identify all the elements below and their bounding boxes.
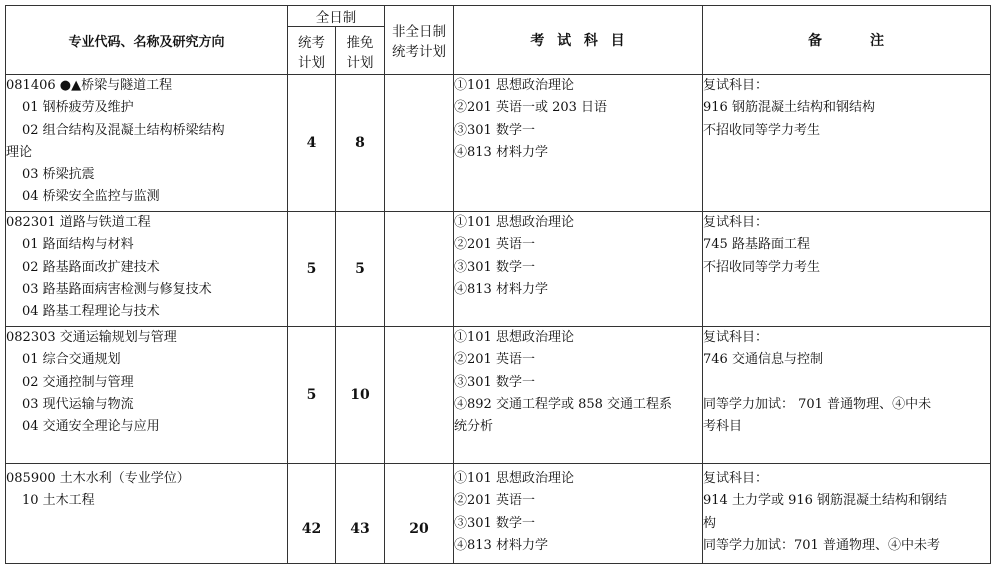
subject-item: ①101 思想政治理论 [454, 471, 574, 486]
notes-cell [703, 327, 991, 464]
table-row [6, 75, 991, 212]
note-item: 不招收同等学力考生 [703, 259, 821, 275]
direction-item: 02 组合结构及混凝土结构桥梁结构 [22, 122, 225, 138]
exempt-plan-value: 5 [336, 212, 385, 327]
direction-item: 03 现代运输与物流 [22, 396, 134, 412]
note-item: 不招收同等学力考生 [703, 122, 821, 138]
direction-item: 01 路面结构与材料 [22, 237, 134, 253]
program-cell [6, 464, 288, 564]
program-cell [6, 75, 288, 212]
parttime-plan-value [385, 327, 454, 464]
table-row [6, 464, 991, 564]
program-cell [6, 327, 288, 464]
direction-item: 01 钢桥疲劳及维护 [22, 100, 134, 116]
exempt-plan-value: 10 [336, 327, 385, 464]
note-item: 复试科目： [703, 78, 769, 93]
direction-item: 02 路基路面改扩建技术 [22, 259, 160, 275]
program-code-name: 082301 道路与铁道工程 [6, 215, 151, 230]
subject-item: 统分析 [454, 419, 494, 435]
subjects-cell [454, 464, 703, 564]
note-item: 复试科目： [703, 330, 769, 345]
notes-cell [703, 464, 991, 564]
header-subjects: 考 试 科 目 [454, 6, 703, 75]
parttime-plan-value [385, 212, 454, 327]
subject-item: ②201 英语一 [454, 352, 535, 368]
exempt-plan-value: 43 [336, 464, 385, 564]
note-item: 914 土力学或 916 钢筋混凝土结构和钢结 [703, 493, 948, 509]
notes-cell [703, 212, 991, 327]
subject-item: ③301 数学一 [454, 122, 535, 138]
subject-item: ③301 数学一 [454, 374, 535, 390]
subject-item: ④892 交通工程学或 858 交通工程系 [454, 396, 673, 412]
table-row [6, 327, 991, 464]
note-item: 746 交通信息与控制 [703, 352, 823, 368]
subject-item: ②201 英语一 [454, 493, 535, 509]
exam-plan-value: 5 [288, 327, 336, 464]
direction-item: 01 综合交通规划 [22, 352, 121, 368]
program-code-name: 085900 土木水利（专业学位） [6, 471, 190, 486]
parttime-plan-value: 20 [385, 464, 454, 564]
exam-plan-value: 42 [288, 464, 336, 564]
subject-item: ①101 思想政治理论 [454, 78, 574, 93]
subjects-cell [454, 212, 703, 327]
enrollment-table [5, 5, 991, 564]
direction-item-wrap: 理论 [6, 144, 33, 160]
note-item: 同等学力加试： 701 普通物理、④中未 [703, 396, 932, 412]
header-notes: 备 注 [703, 6, 991, 75]
table-row [6, 212, 991, 327]
subject-item: ④813 材料力学 [454, 281, 548, 297]
subject-item: ①101 思想政治理论 [454, 330, 574, 345]
header-program: 专业代码、名称及研究方向 [6, 6, 288, 75]
direction-item: 02 交通控制与管理 [22, 374, 134, 390]
subject-item: ①101 思想政治理论 [454, 215, 574, 230]
note-spacer [703, 372, 990, 394]
parttime-plan-value [385, 75, 454, 212]
header-exempt-plan: 推免 计划 [336, 27, 385, 75]
subjects-cell [454, 75, 703, 212]
header-parttime: 非全日制 统考计划 [385, 6, 454, 75]
subject-item: ④813 材料力学 [454, 144, 548, 160]
program-code-name: 082303 交通运输规划与管理 [6, 330, 177, 345]
note-item: 构 [703, 515, 717, 531]
note-item: 复试科目： [703, 471, 769, 486]
subjects-cell [454, 327, 703, 464]
header-fulltime: 全日制 [288, 6, 385, 27]
header-exam-plan: 统考 计划 [288, 27, 336, 75]
direction-item: 03 桥梁抗震 [22, 167, 95, 183]
program-code-name: 081406 ●▲桥梁与隧道工程 [6, 78, 173, 93]
note-item: 916 钢筋混凝土结构和钢结构 [703, 100, 875, 116]
subject-item: ③301 数学一 [454, 515, 535, 531]
note-item: 同等学力加试：701 普通物理、④中未考 [703, 537, 940, 553]
program-cell [6, 212, 288, 327]
direction-item: 03 路基路面病害检测与修复技术 [22, 281, 212, 297]
subject-item: ③301 数学一 [454, 259, 535, 275]
notes-cell [703, 75, 991, 212]
note-item: 考科目 [703, 419, 743, 435]
exam-plan-value: 4 [288, 75, 336, 212]
direction-item: 04 交通安全理论与应用 [22, 419, 160, 435]
subject-item: ④813 材料力学 [454, 537, 548, 553]
direction-item: 04 桥梁安全监控与监测 [22, 189, 160, 205]
subject-item: ②201 英语一或 203 日语 [454, 100, 608, 116]
subject-item: ②201 英语一 [454, 237, 535, 253]
direction-item: 04 路基工程理论与技术 [22, 304, 160, 320]
exempt-plan-value: 8 [336, 75, 385, 212]
direction-item: 10 土木工程 [22, 493, 95, 509]
exam-plan-value: 5 [288, 212, 336, 327]
note-item: 复试科目： [703, 215, 769, 230]
note-item: 745 路基路面工程 [703, 237, 810, 253]
